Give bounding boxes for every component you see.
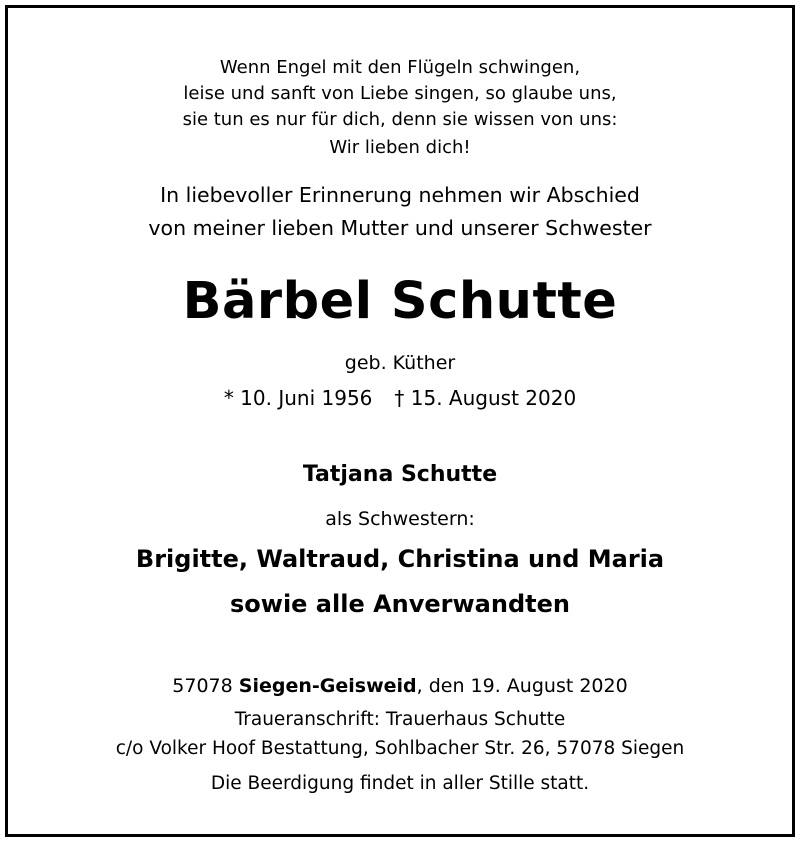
maiden-name: geb. Küther bbox=[344, 352, 456, 374]
deceased-name: Bärbel Schutte bbox=[182, 272, 618, 331]
place-date-line bbox=[0, 675, 800, 697]
intro-line-1: In liebevoller Erinnerung nehmen wir Abschied bbox=[160, 183, 640, 207]
postcode: 57078 bbox=[172, 675, 233, 697]
intro-line-2: von meiner lieben Mutter und unserer Schwester bbox=[148, 216, 652, 240]
child-name: Tatjana Schutte bbox=[302, 462, 498, 487]
relatives-line: sowie alle Anverwandten bbox=[230, 590, 570, 618]
address-line-1: Traueranschrift: Trauerhaus Schutte bbox=[234, 709, 566, 730]
life-dates bbox=[0, 386, 800, 410]
siblings-names: Brigitte, Waltraud, Christina und Maria bbox=[135, 545, 665, 573]
poem-line-2: leise und sanft von Liebe singen, so glaube uns, bbox=[183, 83, 617, 104]
funeral-notice: Die Beerdigung findet in aller Stille statt. bbox=[210, 773, 590, 794]
date-text: , den 19. August 2020 bbox=[416, 675, 628, 697]
siblings-intro: als Schwestern: bbox=[325, 508, 475, 530]
address-line-2: c/o Volker Hoof Bestattung, Sohlbacher Str. 26, 57078 Siegen bbox=[115, 738, 685, 759]
poem-line-3: sie tun es nur für dich, denn sie wissen von uns: bbox=[182, 109, 618, 130]
birth-date: * 10. Juni 1956 bbox=[223, 386, 373, 410]
death-date: † 15. August 2020 bbox=[394, 386, 577, 410]
place-name: Siegen-Geisweid bbox=[238, 675, 417, 697]
poem-line-4: Wir lieben dich! bbox=[329, 137, 471, 158]
poem-line-1: Wenn Engel mit den Flügeln schwingen, bbox=[219, 57, 581, 78]
